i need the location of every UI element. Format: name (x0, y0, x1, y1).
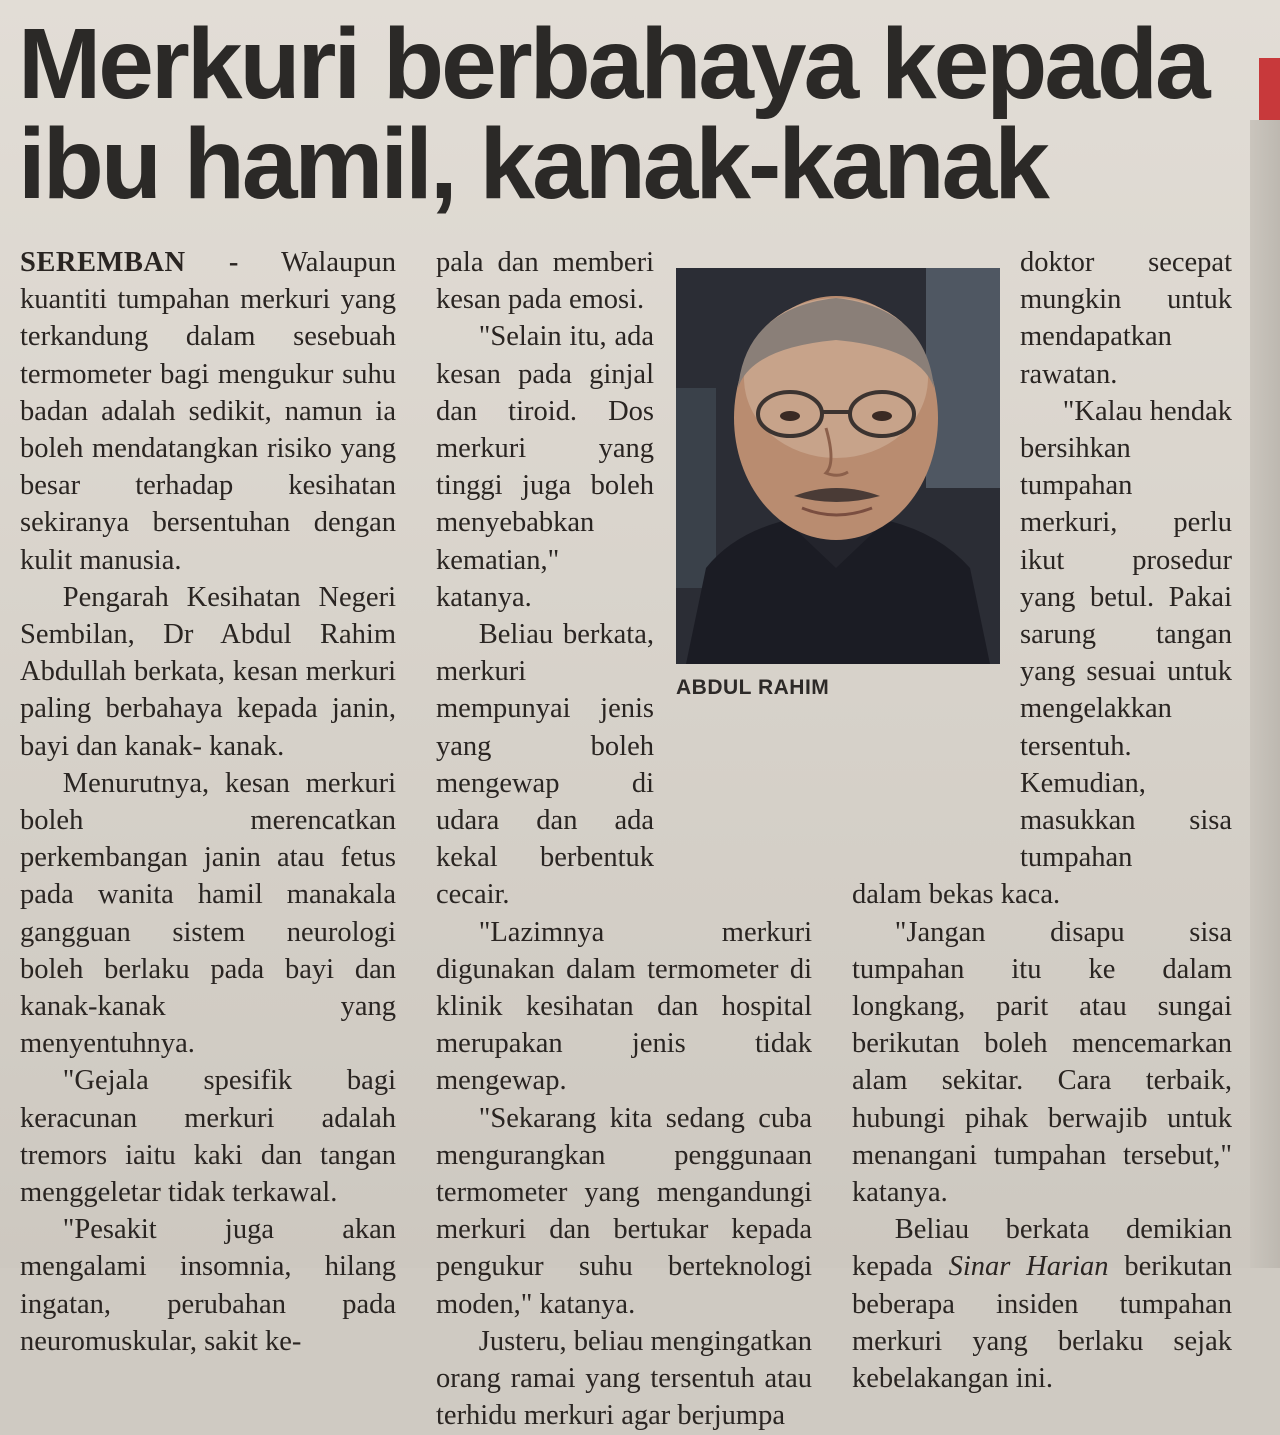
dateline: SEREMBAN - (20, 247, 239, 278)
paragraph: pala dan memberi kesan pada emosi. (436, 247, 654, 316)
paragraph: "Kalau hendak bersihkan tumpahan merkuri, perlu ikut prosedur yang betul. Pakai sarung tangan yang sesuai untuk mengelakkan tersentuh. Kemudian, masukkan sisa tumpahan (1020, 395, 1232, 874)
publication-name: Sinar Harian (948, 1251, 1109, 1283)
paragraph-text: berikutan beberapa insiden tumpahan merkuri yang berlaku sejak kebelakangan ini. (852, 1251, 1232, 1395)
paragraph-text: Beliau berkata demikian kepada (852, 1214, 1232, 1283)
paragraph: doktor secepat mungkin untuk mendapatkan rawatan. (1020, 247, 1232, 390)
photo-caption: ABDUL RAHIM (676, 676, 830, 699)
paragraph: Justeru, beliau mengingatkan orang ramai yang tersentuh atau terhidu merkuri agar berjumpa (436, 1325, 812, 1432)
adjacent-page-red-edge (1259, 58, 1280, 120)
paragraph: "Jangan disapu sisa tumpahan itu ke dalam longkang, parit atau sungai berikutan boleh mencemarkan alam sekitar. Cara terbaik, hubungi pihak berwajib untuk menangani tumpahan tersebut," katanya. (852, 916, 1232, 1209)
paragraph: "Pesakit juga akan mengalami insomnia, hilang ingatan, perubahan pada neuromuskular, sakit ke- (20, 1214, 396, 1357)
column-3-wrap-region (1020, 244, 1232, 876)
paragraph (20, 244, 396, 579)
adjacent-page-strip (1250, 120, 1280, 1268)
paragraph: "Gejala spesifik bagi keracunan merkuri adalah tremors iaitu kaki dan tangan menggeletar tidak terkawal. (20, 1065, 396, 1209)
paragraph: "Sekarang kita sedang cuba mengurangkan penggunaan termometer yang mengandungi merkuri dan bertukar kepada pengukur suhu berteknologi moden," katanya. (436, 1102, 812, 1320)
paragraph: "Selain itu, ada kesan pada ginjal dan tiroid. Dos merkuri yang tinggi juga boleh menyebabkan kematian," katanya. (436, 321, 654, 613)
paragraph-text: Walaupun kuantiti tumpahan merkuri yang terkandung dalam sesebuah termometer bagi mengukur suhu badan adalah sedikit, namun ia boleh mendatangkan risiko yang besar terhadap kesihatan sekiranya bersentuhan dengan kulit manusia. (20, 247, 396, 576)
article-column-1 (20, 244, 396, 1360)
headline-line-2: ibu hamil, kanak-kanak (18, 108, 1047, 220)
portrait-photo (676, 268, 1000, 664)
headline-line-1: Merkuri berbahaya kepada (18, 8, 1208, 120)
portrait-illustration (676, 268, 1000, 664)
paragraph: "Lazimnya merkuri digunakan dalam termometer di klinik kesihatan dan hospital merupakan jenis tidak mengewap. (436, 916, 812, 1097)
paragraph: Pengarah Kesihatan Negeri Sembilan, Dr Abdul Rahim Abdullah berkata, kesan merkuri paling berbahaya kepada janin, bayi dan kanak- kanak. (20, 581, 396, 762)
paragraph (852, 1211, 1232, 1397)
paragraph: dalam bekas kaca. (852, 879, 1061, 911)
paragraph: Beliau berkata, merkuri mempunyai jenis yang boleh mengewap di udara dan ada kekal berbentuk cecair. (436, 619, 654, 911)
article-headline (18, 8, 1248, 220)
column-2-wrap-region (436, 244, 654, 914)
paragraph: Menurutnya, kesan merkuri boleh merencatkan perkembangan janin atau fetus pada wanita hamil manakala gangguan sistem neurologi boleh berlaku pada bayi dan kanak-kanak yang menyentuhnya. (20, 767, 396, 1060)
